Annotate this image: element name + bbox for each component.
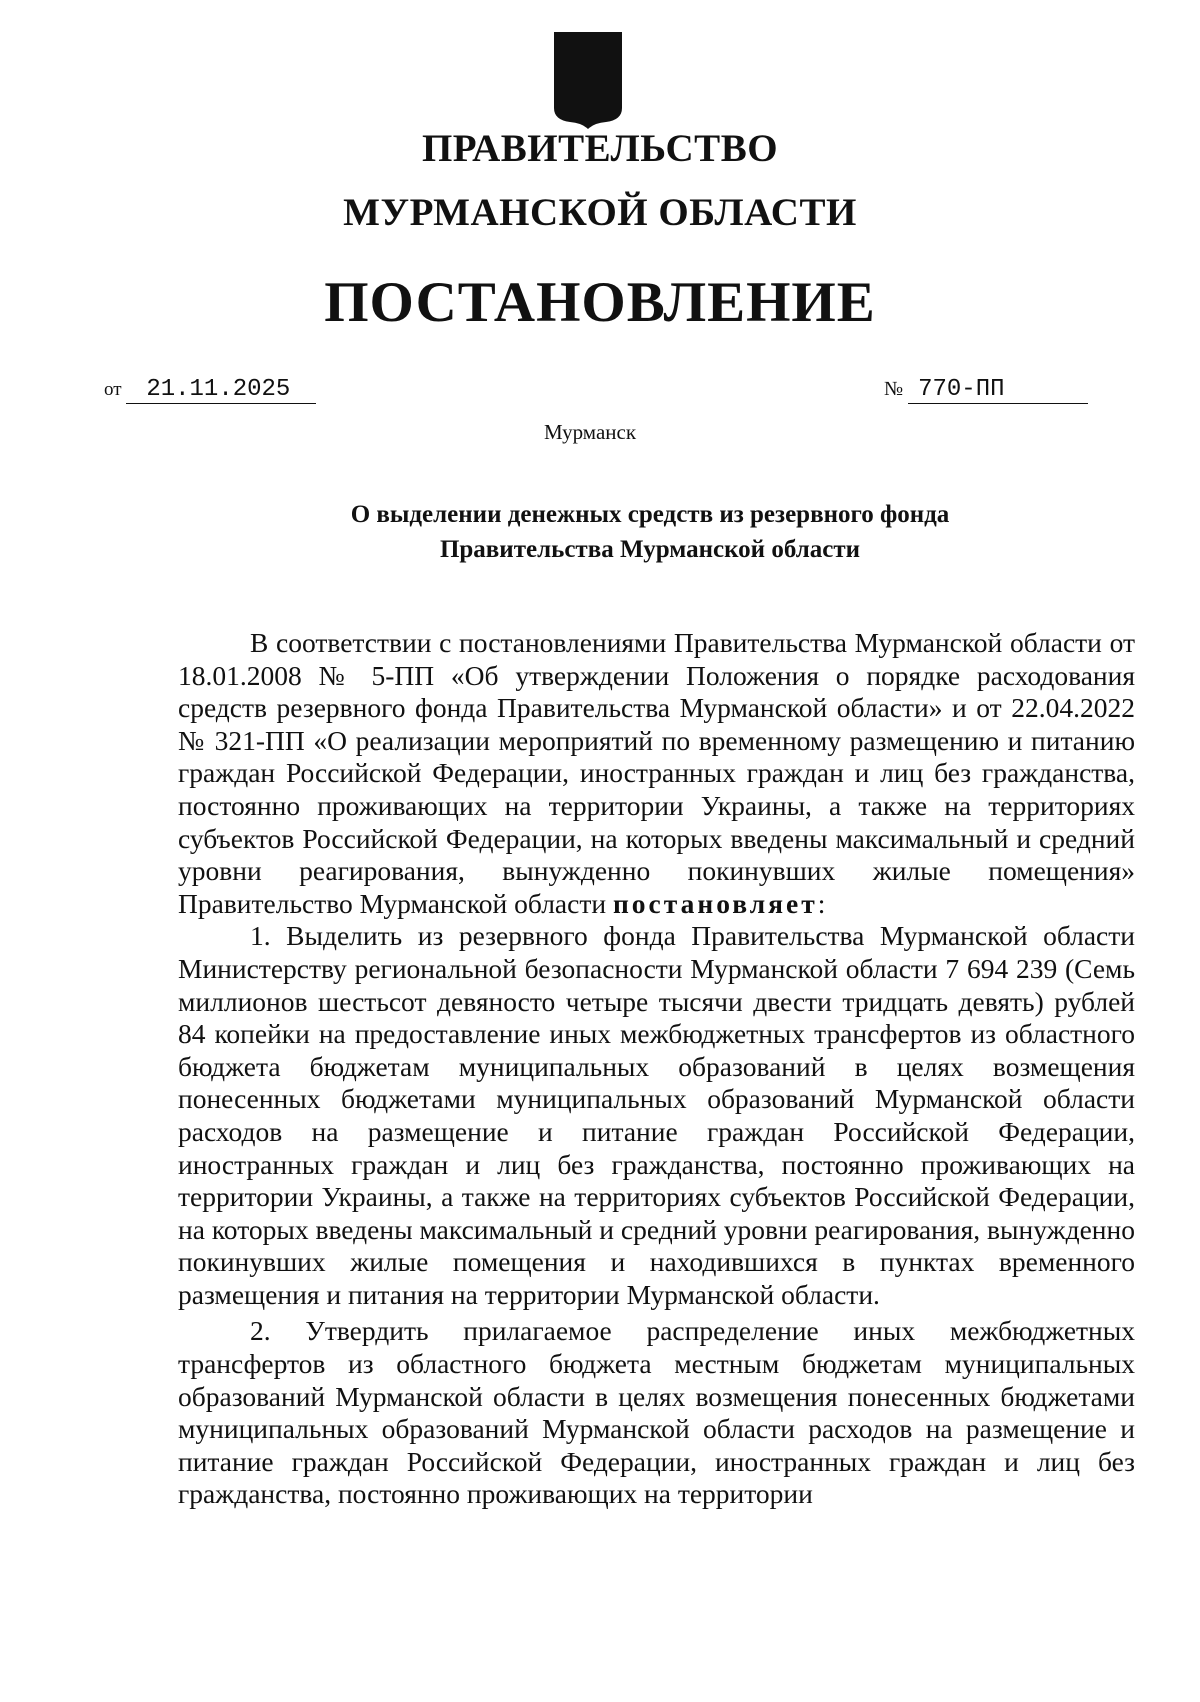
authority-name-line-1: ПРАВИТЕЛЬСТВО [421, 127, 779, 170]
date-value: 21.11.2025 [126, 378, 316, 404]
number-value: 770-ПП [908, 378, 1088, 404]
issue-city: Мурманск [543, 420, 637, 444]
decree-colon: : [817, 887, 826, 919]
authority-name-line-2: МУРМАНСКОЙ ОБЛАСТИ [343, 191, 857, 234]
coat-of-arms-icon [546, 30, 630, 130]
document-body [178, 627, 1135, 1511]
document-type: ПОСТАНОВЛЕНИЕ [324, 271, 876, 334]
preamble-text: В соответствии с постановлениями Правительства Мурманской области от 18.01.2008 № 5-ПП «Об утверждении Положения о порядке расходования средств резервного фонда Правительства Мурманской области» и от 22.04.2022 № 321-ПП «О реализации мероприятий по временному размещению и питанию граждан Российской Федерации, иностранных граждан и лиц без гражданства, постоянно проживающих на территории Украины, а также на территориях субъектов Российской Федерации, на которых введены максимальный и средний уровни реагирования, вынужденно покинувших жилые помещения» Правительство Мурманской области [178, 627, 1135, 919]
document-date [104, 378, 316, 404]
item-1-paragraph: 1. Выделить из резервного фонда Правительства Мурманской области Министерству региональной безопасности Мурманской области 7 694 239 (Семь миллионов шестьсот девяносто четыре тысячи двести тридцать девять) рублей 84 копейки на предоставление иных межбюджетных трансфертов из областного бюджета бюджетам муниципальных образований в целях возмещения понесенных бюджетами муниципальных образований Мурманской области расходов на размещение и питание граждан Российской Федерации, иностранных граждан и лиц без гражданства, постоянно проживающих на территории Украины, а также на территориях субъектов Российской Федерации, на которых введены максимальный и средний уровни реагирования, вынужденно покинувших жилые помещения и находившихся в пунктах временного размещения и питания на территории Мурманской области. [178, 920, 1135, 1310]
date-prefix: от [104, 379, 122, 400]
document-title [0, 497, 1200, 567]
number-prefix: № [884, 378, 904, 400]
title-line-2: Правительства Мурманской области [439, 536, 861, 563]
item-2-paragraph: 2. Утвердить прилагаемое распределение иных межбюджетных трансфертов из областного бюджета местным бюджетам муниципальных образований Мурманской области в целях возмещения понесенных бюджетами муниципальных образований Мурманской области расходов на размещение и питание граждан Российской Федерации, иностранных граждан и лиц без гражданства, постоянно проживающих на территории [178, 1315, 1135, 1510]
title-line-1: О выделении денежных средств из резервного фонда [350, 501, 950, 528]
decree-word: постановляет [612, 887, 818, 919]
preamble-paragraph [178, 627, 1135, 920]
document-number [884, 378, 1088, 404]
